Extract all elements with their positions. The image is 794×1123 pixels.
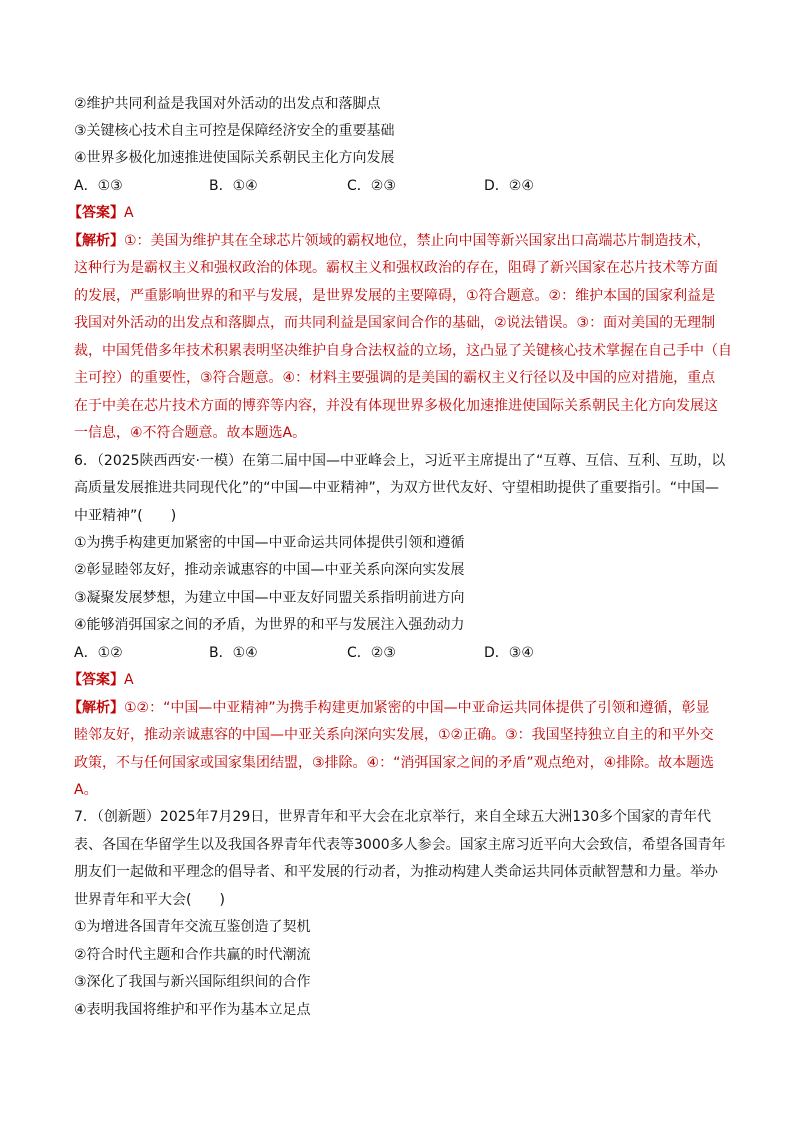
q5-choice-a: A．①③ (74, 178, 123, 194)
q7-option-3: ③深化了我国与新兴国际组织间的合作 (74, 974, 311, 990)
q5-option-2: ②维护共同利益是我国对外活动的出发点和落脚点 (74, 96, 381, 112)
analysis-line: 我国对外活动的出发点和落脚点，而共同利益是国家间合作的基础，②说法错误。③：面对美国的无理制 (74, 315, 716, 331)
analysis-label: 【解析】 (68, 233, 124, 249)
analysis-line: 这种行为是霸权主义和强权政治的体现。霸权主义和强权政治的存在，阻碍了新兴国家在芯片技术等方面 (74, 260, 718, 276)
answer-value: A (124, 672, 134, 688)
q5-answer (68, 203, 728, 223)
q6-option-4: ④能够消弭国家之间的矛盾，为世界的和平与发展注入强劲动力 (74, 617, 465, 633)
stem-line: 中亚精神”( ) (74, 508, 177, 524)
q6-option-2: ②彰显睦邻友好，推动亲诚惠容的中国—中亚关系向深向实发展 (74, 562, 465, 578)
q7-option-4: ④表明我国将维护和平作为基本立足点 (74, 1002, 311, 1018)
q6-answer (68, 670, 728, 690)
analysis-line: ①②：“中国—中亚精神”为携手构建更加紧密的中国—中亚命运共同体提供了引领和遵循，彰显 (124, 700, 710, 716)
analysis-line: 裁，中国凭借多年技术积累表明坚决维护自身合法权益的立场，这凸显了关键核心技术掌握在自己手中（自 (74, 343, 732, 359)
q6-choice-a: A．①② (74, 645, 123, 661)
q6-option-3: ③凝聚发展梦想，为建立中国—中亚友好同盟关系指明前进方向 (74, 590, 465, 606)
q6-choice-b: B．①④ (209, 645, 258, 661)
stem-line: 朋友们一起做和平理念的倡导者、和平发展的行动者，为推动构建人类命运共同体贡献智慧和力量。举办 (74, 864, 718, 880)
q5-choice-d: D．②④ (484, 178, 534, 194)
analysis-line: 在于中美在芯片技术方面的博弈等内容，并没有体现世界多极化加速推进使国际关系朝民主化方向发展这 (74, 398, 718, 414)
answer-label: 【答案】 (68, 672, 124, 688)
stem-line: 高质量发展推进共同现代化”的“中国—中亚精神”，为双方世代友好、守望相助提供了重要指引。“中国— (74, 480, 720, 496)
q7-option-2: ②符合时代主题和合作共赢的时代潮流 (74, 947, 311, 963)
analysis-line: 一信息，④不符合题意。故本题选A。 (74, 425, 307, 441)
answer-label: 【答案】 (68, 205, 124, 221)
stem-line: 世界青年和平大会( ) (74, 892, 225, 908)
analysis-line: 主可控）的重要性，③符合题意。④：材料主要强调的是美国的霸权主义行径以及中国的应对措施，重点 (74, 370, 716, 386)
q6-choice-c: C．②③ (347, 645, 396, 661)
answer-value: A (124, 205, 134, 221)
analysis-line: 的发展，严重影响世界的和平与发展，是世界发展的主要障碍，①符合题意。②：维护本国的国家利益是 (74, 288, 716, 304)
analysis-line: A。 (74, 782, 98, 798)
q5-option-3: ③关键核心技术自主可控是保障经济安全的重要基础 (74, 123, 395, 139)
stem-line: 7．（创新题）2025年7月29日，世界青年和平大会在北京举行，来自全球五大洲130多个国家的青年代 (74, 809, 711, 825)
q5-choice-c: C．②③ (347, 178, 396, 194)
q5-option-4: ④世界多极化加速推进使国际关系朝民主化方向发展 (74, 150, 395, 166)
analysis-line: ①：美国为维护其在全球芯片领域的霸权地位，禁止向中国等新兴国家出口高端芯片制造技术， (124, 233, 711, 249)
stem-line: 表、各国在华留学生以及我国各界青年代表等3000多人参会。国家主席习近平向大会致信，希望各国青年 (74, 837, 726, 853)
stem-line: 6．（2025陕西西安·一模）在第二届中国—中亚峰会上，习近平主席提出了“互尊、互信、互利、互助，以 (74, 453, 726, 469)
q5-choice-b: B．①④ (209, 178, 258, 194)
analysis-line: 政策，不与任何国家或国家集团结盟，③排除。④：“消弭国家之间的矛盾”观点绝对，④排除。故本题选 (74, 755, 715, 771)
analysis-line: 睦邻友好，推动亲诚惠容的中国—中亚关系向深向实发展，①②正确。③：我国坚持独立自主的和平外交 (74, 727, 714, 743)
q6-choice-d: D．③④ (484, 645, 534, 661)
q7-option-1: ①为增进各国青年交流互鉴创造了契机 (74, 919, 311, 935)
analysis-label: 【解析】 (68, 700, 124, 716)
q6-option-1: ①为携手构建更加紧密的中国—中亚命运共同体提供引领和遵循 (74, 535, 465, 551)
